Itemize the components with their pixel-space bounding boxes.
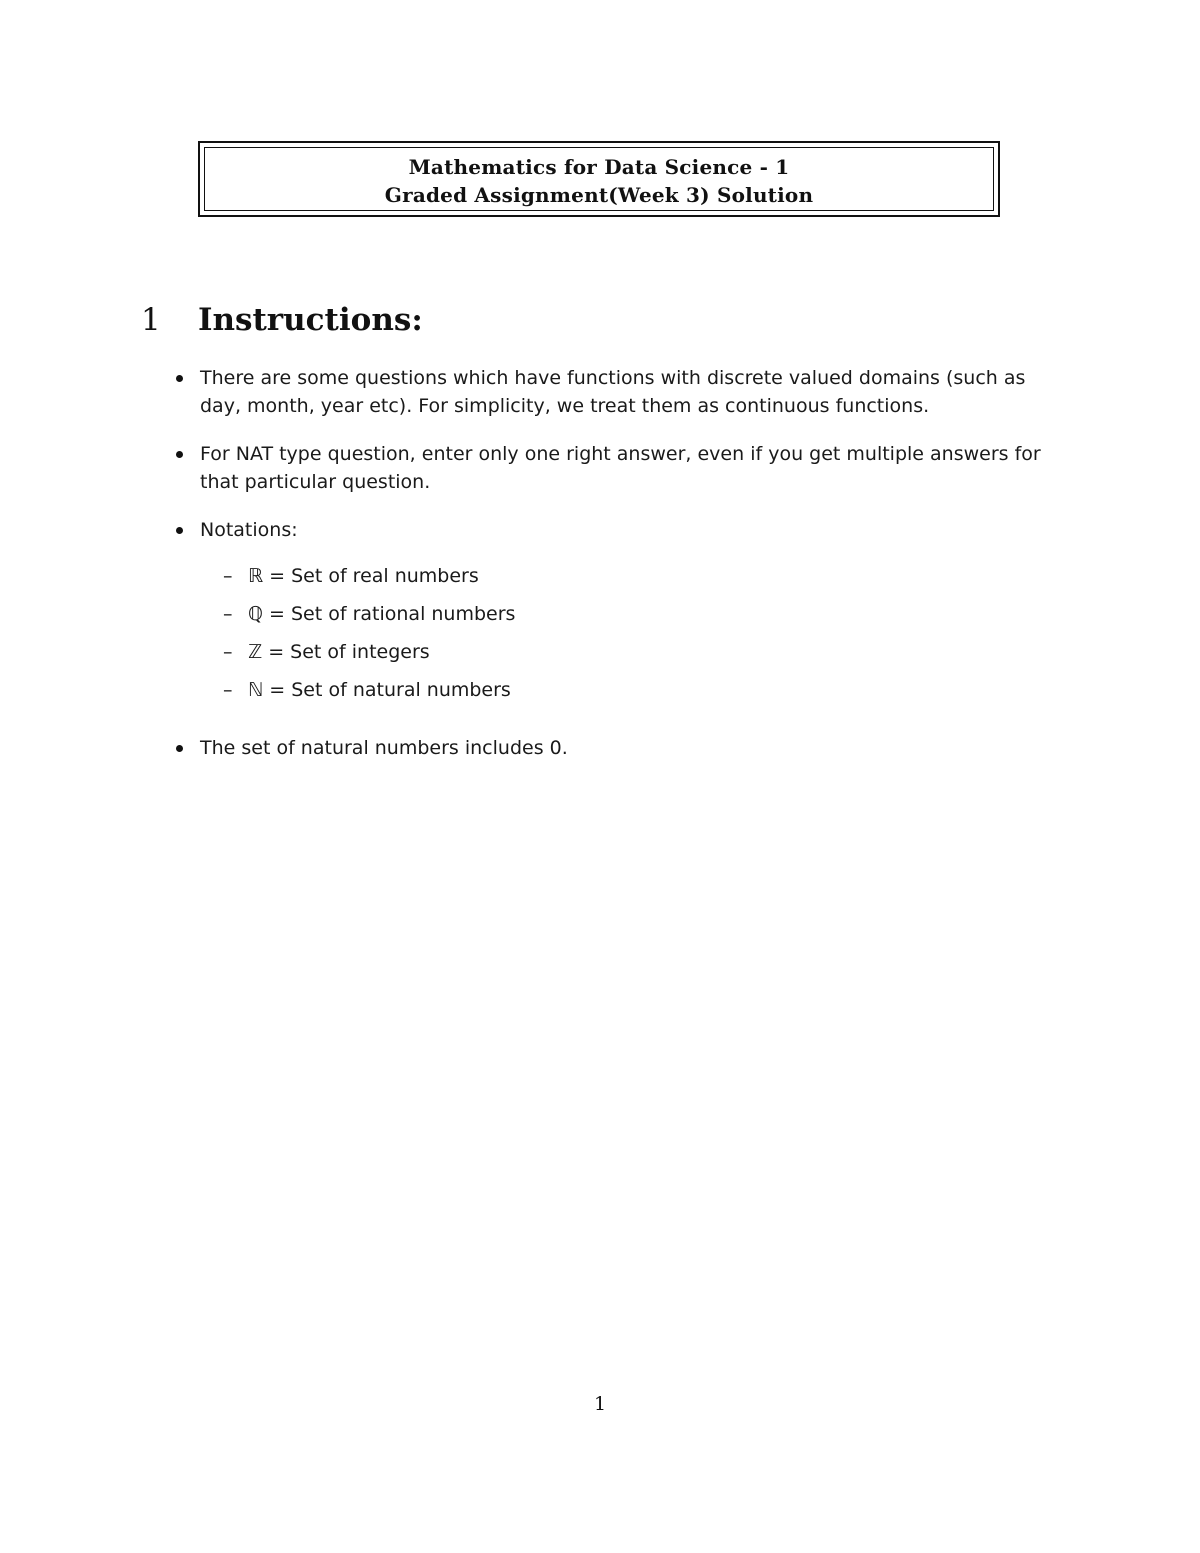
bullet-icon bbox=[176, 745, 183, 752]
dash-marker: – bbox=[223, 603, 233, 625]
assignment-title: Graded Assignment(Week 3) Solution bbox=[384, 183, 814, 207]
equals-sign: = bbox=[269, 603, 285, 625]
list-item bbox=[176, 734, 1066, 762]
bullet-text: Notations: bbox=[200, 519, 298, 541]
bullet-icon bbox=[176, 527, 183, 534]
notation-item bbox=[200, 638, 1066, 676]
list-item bbox=[176, 516, 1066, 714]
section-title: Instructions: bbox=[198, 302, 423, 338]
course-title: Mathematics for Data Science - 1 bbox=[408, 155, 790, 179]
equals-sign: = bbox=[269, 679, 286, 701]
notation-symbol: ℝ bbox=[248, 565, 264, 587]
bullet-text: The set of natural numbers includes 0. bbox=[200, 737, 568, 759]
dash-marker: – bbox=[223, 679, 233, 701]
notation-meaning: Set of natural numbers bbox=[291, 679, 511, 701]
dash-marker: – bbox=[223, 565, 233, 587]
equals-sign: = bbox=[269, 565, 286, 587]
title-box bbox=[198, 141, 1000, 217]
notation-symbol: ℚ bbox=[248, 603, 263, 625]
notation-item bbox=[200, 562, 1066, 600]
notations-list bbox=[200, 562, 1066, 714]
list-item bbox=[176, 364, 1066, 420]
page-number: 1 bbox=[593, 1393, 607, 1415]
equals-sign: = bbox=[268, 641, 285, 663]
notation-meaning: Set of real numbers bbox=[291, 565, 479, 587]
list-item bbox=[176, 440, 1066, 496]
notation-meaning: Set of integers bbox=[290, 641, 430, 663]
bullet-text: There are some questions which have functions with discrete valued domains (such as day, month, year etc). For simplicity, we treat them as continuous functions. bbox=[200, 367, 1026, 417]
notation-symbol: ℕ bbox=[248, 679, 264, 701]
title-box-inner bbox=[204, 147, 994, 211]
notation-item bbox=[200, 676, 1066, 714]
notation-item bbox=[200, 600, 1066, 638]
bullet-text: For NAT type question, enter only one right answer, even if you get multiple answers for that particular question. bbox=[200, 443, 1041, 493]
notation-symbol: ℤ bbox=[248, 641, 263, 663]
section-heading bbox=[141, 300, 423, 340]
bullet-icon bbox=[176, 451, 183, 458]
instructions-list bbox=[176, 364, 1066, 782]
section-number: 1 bbox=[141, 302, 161, 338]
notation-meaning: Set of rational numbers bbox=[290, 603, 516, 625]
dash-marker: – bbox=[223, 641, 233, 663]
bullet-icon bbox=[176, 375, 183, 382]
